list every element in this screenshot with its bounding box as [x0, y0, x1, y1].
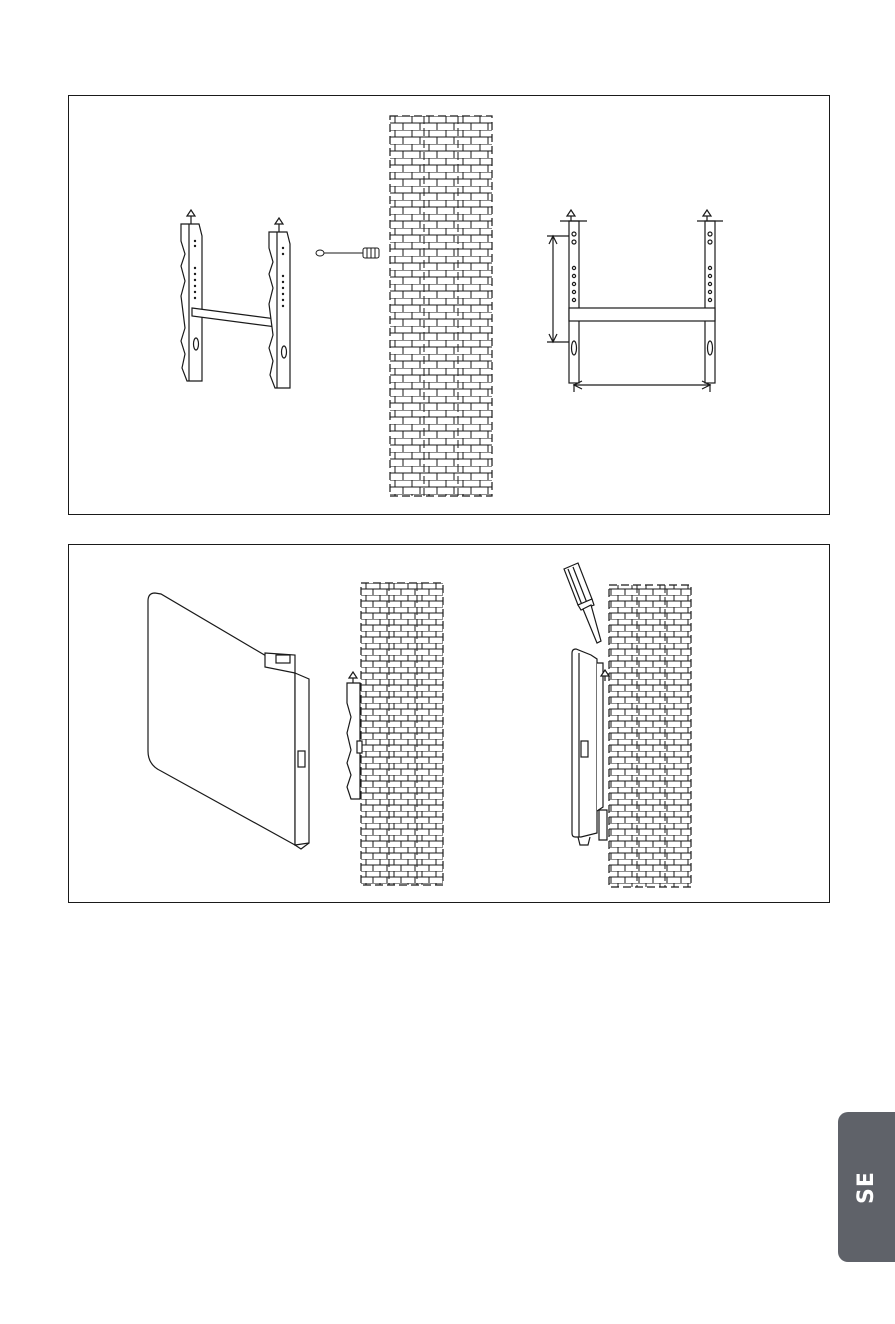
- screw-and-wall-plug-icon: [316, 248, 379, 258]
- illustration-panel-bracket-installation: [68, 95, 830, 515]
- illustration-panel-heater-mounting: [68, 544, 830, 903]
- language-tab: [838, 1112, 895, 1262]
- heater-mounted-side-view-icon: [572, 585, 691, 887]
- brick-wall-icon: [390, 116, 492, 496]
- bracket-on-wall-icon: [347, 583, 443, 885]
- screwdriver-icon: [564, 563, 601, 643]
- panel-heater-icon: [148, 593, 309, 849]
- language-tab-label: SE: [854, 1170, 879, 1204]
- bracket-dimensions-icon: [547, 210, 723, 392]
- wall-bracket-assembly-icon: [181, 210, 290, 388]
